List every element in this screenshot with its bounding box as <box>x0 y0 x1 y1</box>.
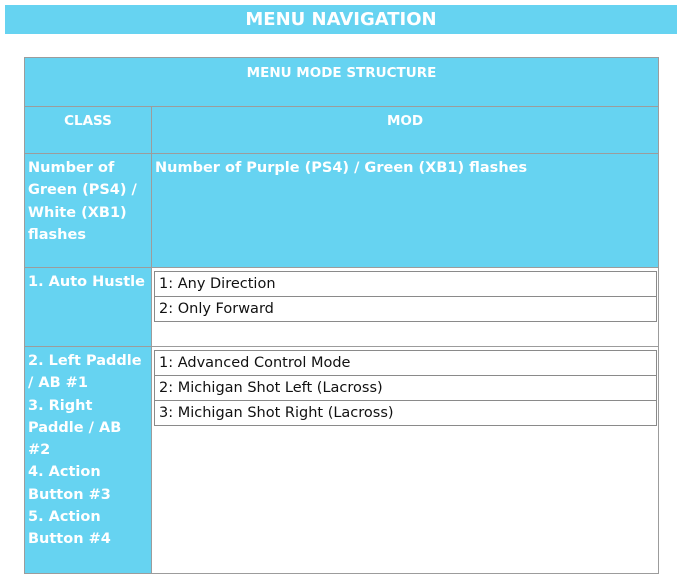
column-divider <box>151 107 152 573</box>
option-item: 3: Michigan Shot Right (Lacross) <box>159 405 394 421</box>
column-header-mod: MOD <box>152 107 658 153</box>
row-divider <box>25 267 658 268</box>
column-header-class: CLASS <box>25 107 151 153</box>
class-cell-auto-hustle <box>25 268 151 346</box>
row-divider <box>25 153 658 154</box>
class-cell-paddles <box>25 347 151 573</box>
options-list-auto-hustle <box>154 271 657 322</box>
menu-mode-table <box>24 57 659 574</box>
options-list-paddles <box>154 350 657 426</box>
option-item: 2: Only Forward <box>159 301 274 317</box>
flash-mod-cell: Number of Purple (PS4) / Green (XB1) flashes <box>152 154 658 267</box>
option-item: 2: Michigan Shot Left (Lacross) <box>155 376 656 401</box>
row-divider <box>25 106 658 107</box>
table-caption: MENU MODE STRUCTURE <box>25 58 658 106</box>
class-line: 3. Right Paddle / AB #2 <box>28 397 122 459</box>
class-line: 4. Action Button #3 <box>28 464 111 503</box>
class-line: 5. Action Button #4 <box>28 509 111 548</box>
option-item: 1: Any Direction <box>155 272 656 297</box>
option-item: 1: Advanced Control Mode <box>155 351 656 376</box>
row-divider <box>25 346 658 347</box>
page-title: MENU NAVIGATION <box>5 5 677 34</box>
flash-class-cell: Number of Green (PS4) / White (XB1) flashes <box>25 154 151 267</box>
class-line: 1. Auto Hustle <box>28 274 145 290</box>
class-line: 2. Left Paddle / AB #1 <box>28 353 142 392</box>
